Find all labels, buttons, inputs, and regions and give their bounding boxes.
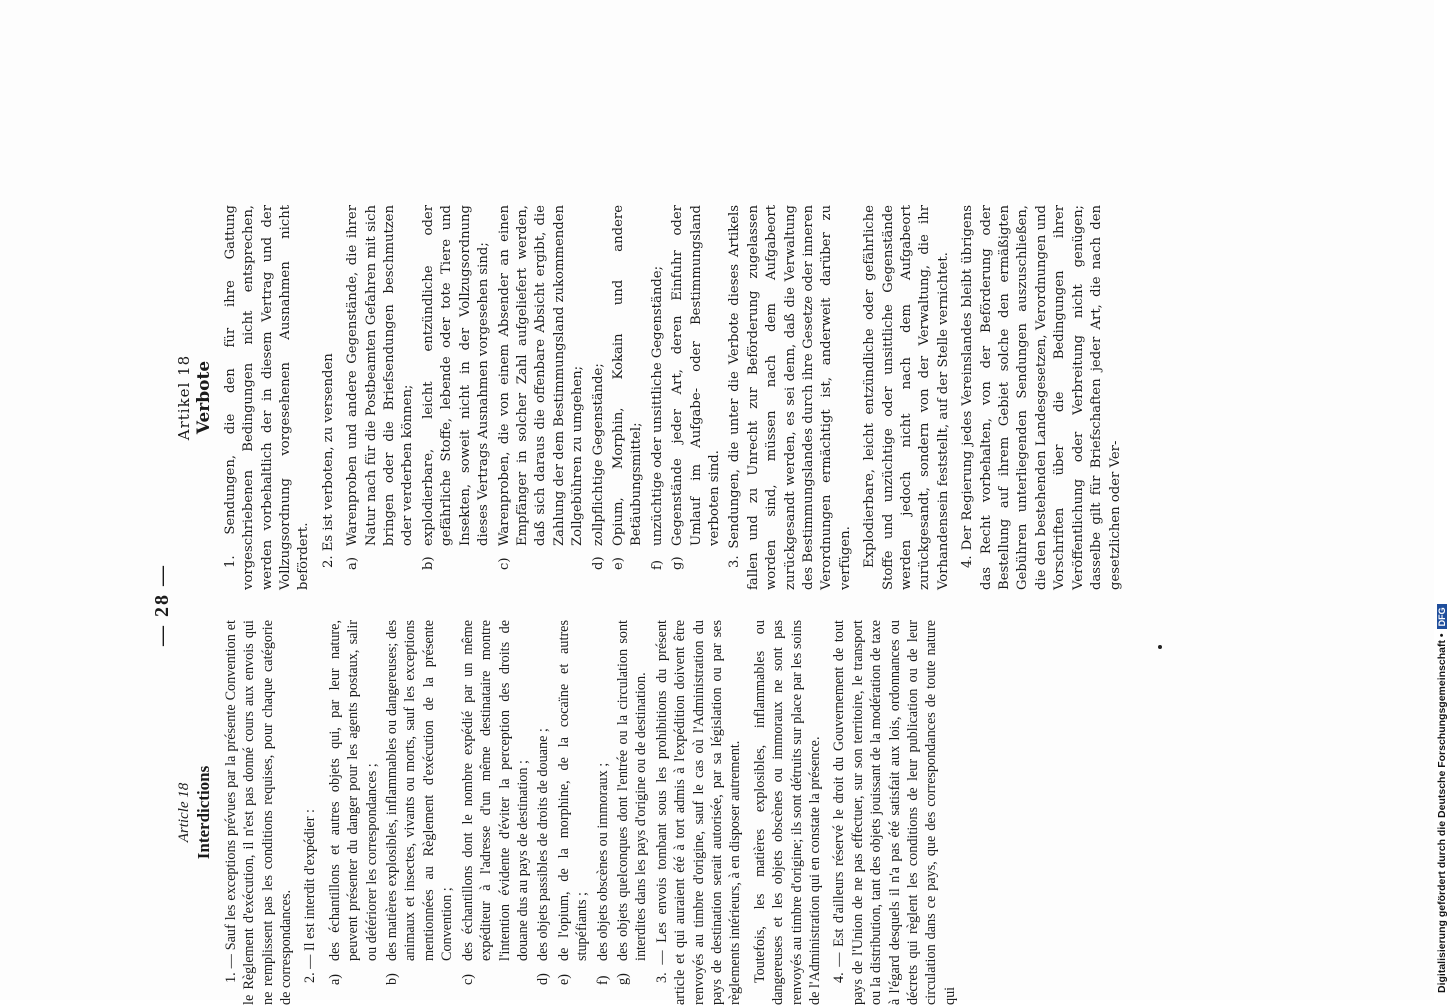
- list-item: [496, 205, 588, 590]
- list-item: [344, 205, 418, 590]
- list-item: [610, 205, 647, 590]
- list-marker: e): [610, 557, 626, 570]
- list-item: [649, 205, 667, 590]
- list-item: [594, 620, 612, 1005]
- paragraph-5-de: 4. Der Regierung jedes Vereinslandes bleibt übrigens das Recht vorbehalten, von der Beförderung oder Bestellung auf ihrem Gebiet solche den ermäßigten Gebühren unterliegenden Sendungen auszuschließen, die den bestehenden Landesgesetzen, Verordnungen und Vorschriften über die Bedingungen ihrer Veröffentlichung oder Verbreitung nicht genügen; dasselbe gilt für Briefschaften jeder Art, die nach den gesetzlichen oder Ver-: [960, 205, 1123, 590]
- list-marker: d): [590, 556, 606, 570]
- list-item-text: des échantillons et autres objets qui, par leur nature, peuvent présenter du danger pour les agents postaux, salir ou détériorer les correspondances ;: [326, 620, 380, 961]
- list-marker: d): [535, 973, 552, 985]
- list-item-text: des objets passibles de droits de douane ;: [535, 728, 552, 961]
- paragraph-5-fr: 4. — Est d'ailleurs réservé le droit du Gouvernement de tout pays de l'Union de ne pas effectuer, sur son territoire, le transport ou la distribution, tant des objets jouissant de la modération de taxe à l'égard desquels il n'a pas été satisfait aux lois, ordonnances ou décrets qui règlent les conditions de leur publication ou de leur circulation dans ce pays, que des correspondances de toute nature qui: [831, 620, 958, 1005]
- paragraph-4-de: Explodierbare, leicht entzündliche oder gefährliche Stoffe und unzüchtige oder unsittliche Gegenstände werden jedoch nicht nach dem Aufgabeort zurückgesandt, sondern von der Verwaltung, die ihr Vorhandensein feststellt, auf der Stelle vernichtet.: [862, 205, 951, 590]
- list-marker: b): [384, 973, 401, 985]
- list-item: [669, 205, 724, 590]
- list-item-text: Opium, Morphin, Kokain und andere Betäubungsmittel;: [610, 205, 645, 546]
- paragraph-4-fr: Toutefois, les matières explosibles, inflammables ou dangereuses et les objets obscènes ou immoraux ne sont pas renvoyés au timbre d'origine; ils sont détruits sur place par les soins de l'Administration qui en constate la présence.: [751, 620, 823, 1005]
- list-item: [614, 620, 651, 1005]
- list-item: [555, 620, 592, 1005]
- list-marker: g): [670, 556, 686, 570]
- list-marker: a): [326, 973, 343, 985]
- paragraph-3-de: 3. Sendungen, die unter die Verbote dieses Artikels fallen und zu Unrecht zur Beförderung zugelassen worden sind, müssen nach dem Aufgabeort zurückgesandt werden, es sei denn, daß die Verwaltung des Bestimmungslandes durch ihre Gesetze oder inneren Verordnungen ermächtigt ist, anderweit darüber zu verfügen.: [727, 205, 853, 590]
- list-item: [534, 620, 552, 1005]
- scan-speck: [1158, 645, 1162, 649]
- list-item-text: des matières explosibles, inflammables ou dangereuses; des animaux et insectes, vivants ou morts, sauf les exceptions mentionnées au Règlement d'exécution de la présente Convention ;: [384, 620, 456, 961]
- article-title-de: Verbote: [194, 360, 215, 435]
- list-item-text: zollpflichtige Gegenstände;: [590, 363, 606, 546]
- list-item: [459, 620, 533, 1005]
- list-item-text: de l'opium, de la morphine, de la cocaïne et autres stupéfiants ;: [555, 620, 591, 961]
- paragraph-3-fr: 3. — Les envois tombant sous les prohibitions du présent article et qui auraient été à tort admis à l'expédition doivent être renvoyés au timbre d'origine, sauf le cas où l'Administration du pays de destination serait autorisée, par sa législation ou par ses règlements intérieurs, à en disposer autrement.: [653, 620, 744, 1005]
- paragraph-1-de: 1. Sendungen, die den für ihre Gattung vorgeschriebenen Bedingungen nicht entsprechen, werden vorbehaltlich der in diesem Vertrag und der Vollzugsordnung vorgesehenen Ausnahmen nicht befördert.: [222, 205, 312, 590]
- list-marker: c): [496, 557, 512, 570]
- german-column: [175, 205, 1131, 590]
- list-marker: b): [420, 556, 436, 570]
- rotated-page-content: [151, 205, 1215, 1005]
- article-label-de: Artikel 18: [175, 354, 193, 441]
- list-marker: c): [459, 973, 476, 985]
- list-item-text: unzüchtige oder unsittliche Gegenstände;: [649, 265, 665, 546]
- list-item-text: des objets obscènes ou immoraux ;: [594, 762, 611, 961]
- credit-text: Digitalisierung gefördert durch die Deutsche Forschungsgemeinschaft •: [1436, 633, 1448, 993]
- article-title-fr: Interdictions: [194, 765, 214, 860]
- list-item-text: explodierbare, leicht entzündliche oder gefährliche Stoffe, lebende oder tote Tiere und Insekten, soweit nicht in der Vollzugsordnung dieses Vertrags Ausnahmen vorgesehen sind;: [420, 205, 492, 546]
- list-item-text: Warenproben, die von einem Absender an einen Empfänger in solcher Zahl aufgeliefert werden, daß sich daraus die offenbare Absicht ergibt, die Zahlung der dem Bestimmungsland zukommenden Zollgebühren zu umgehen;: [496, 205, 586, 546]
- paragraph-1-fr: 1. — Sauf les exceptions prévues par la présente Convention et le Règlement d'exécution, il n'est pas donné cours aux envois qui ne remplissent pas les conditions requises, pour chaque catégorie de correspondances.: [222, 620, 295, 1005]
- list-item: [326, 620, 381, 1005]
- list-item-text: Gegenstände jeder Art, deren Einfuhr oder Umlauf im Aufgabe- oder Bestimmungsland verboten sind.: [670, 205, 722, 546]
- list-marker: e): [555, 973, 572, 985]
- french-column: [175, 620, 965, 1005]
- dfg-logo: DFG: [1437, 604, 1447, 629]
- list-item-text: des échantillons dont le nombre expédié par un même expéditeur à l'adresse d'un même destinataire montre l'intention évidente d'éviter la perception des droits de douane dus au pays de destination ;: [459, 620, 531, 961]
- list-item: [383, 620, 457, 1005]
- paragraph-2-fr: 2. — Il est interdit d'expédier :: [302, 809, 319, 983]
- list-marker: f): [594, 975, 611, 985]
- paragraph-2-de: 2. Es ist verboten, zu versenden: [320, 353, 336, 568]
- list-item: [590, 205, 608, 590]
- digitization-credit: [1436, 0, 1448, 993]
- article-label-fr: Article 18: [176, 782, 192, 843]
- list-item: [420, 205, 494, 590]
- list-marker: a): [345, 556, 361, 570]
- list-marker: g): [614, 973, 631, 985]
- list-item-text: des objets quelconques dont l'entrée ou la circulation sont interdites dans les pays d'origine ou de destination.: [614, 620, 650, 961]
- list-item-text: Warenproben und andere Gegenstände, die ihrer Natur nach für die Postbeamten Gefahren mit sich bringen oder die Briefsendungen beschmutzen oder verderben können;: [345, 205, 416, 546]
- page-number: — 28 —: [151, 564, 173, 646]
- list-marker: f): [649, 559, 665, 570]
